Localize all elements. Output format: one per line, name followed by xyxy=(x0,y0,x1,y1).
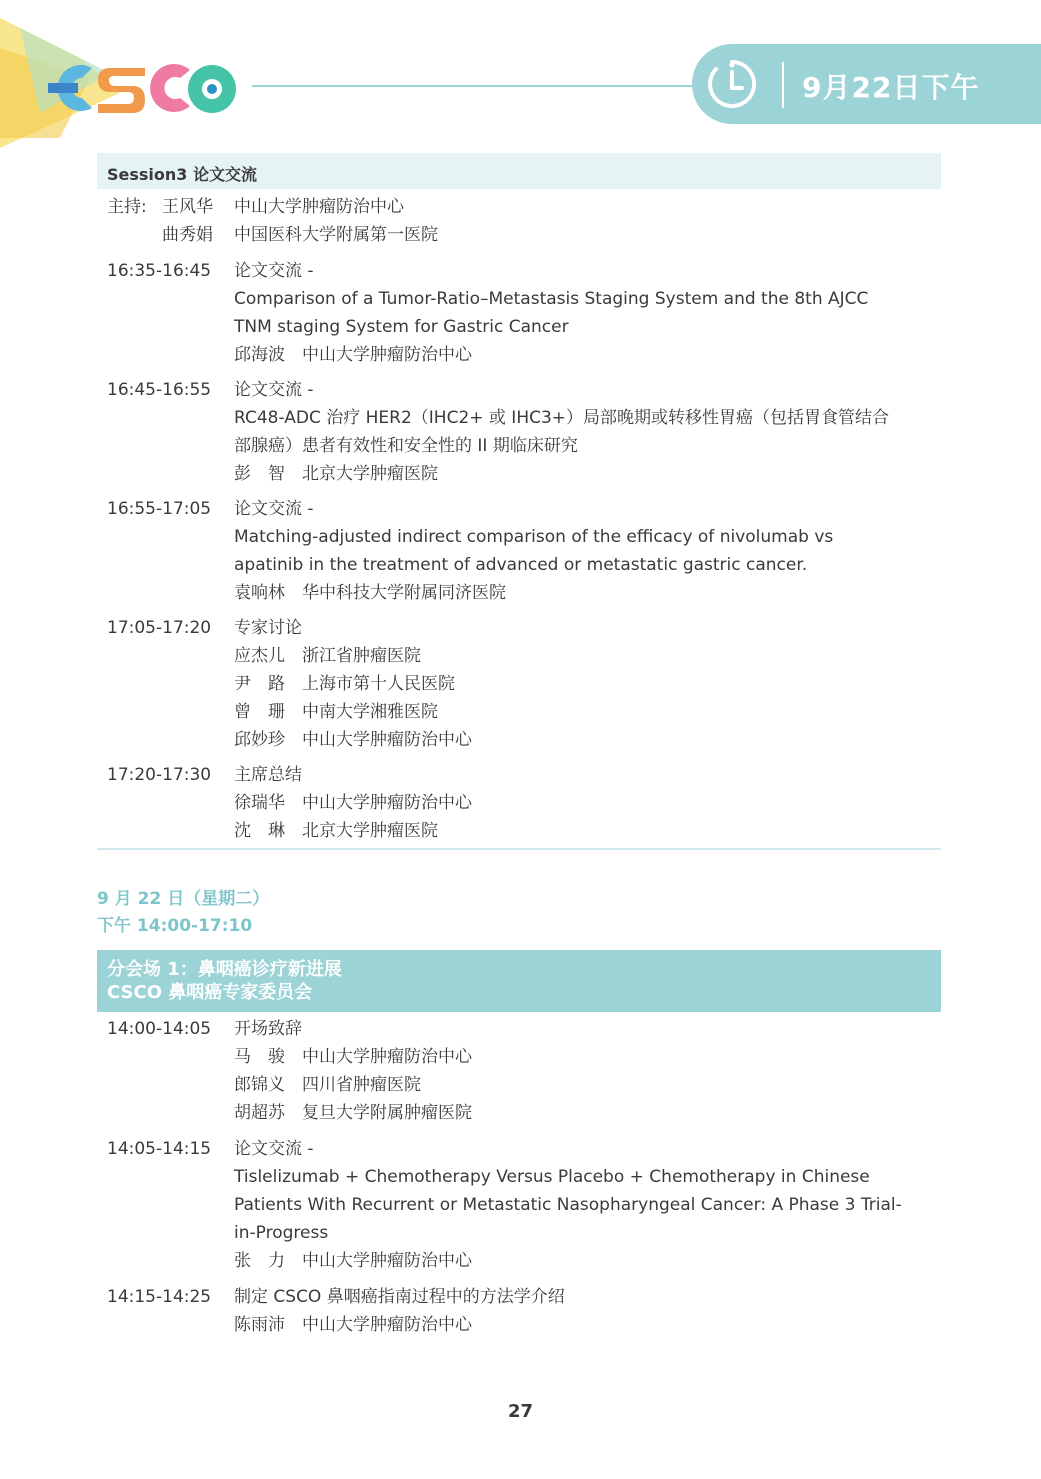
agenda-line: Comparison of a Tumor-Ratio–Metastasis Staging System and the 8th AJCC xyxy=(234,289,869,309)
speaker-line: 彭 智 北京大学肿瘤医院 xyxy=(234,464,438,484)
session-header xyxy=(97,153,941,189)
speaker-line: 马 骏 中山大学肿瘤防治中心 xyxy=(234,1047,472,1067)
speaker-line: 徐瑞华 中山大学肿瘤防治中心 xyxy=(234,793,472,813)
speaker-line: 曾 珊 中南大学湘雅医院 xyxy=(234,702,438,722)
agenda-line: 论文交流 - xyxy=(234,499,314,519)
speaker-line: 沈 琳 北京大学肿瘤医院 xyxy=(234,821,438,841)
date-tab xyxy=(692,44,1041,124)
moderator-name: 曲秀娟 xyxy=(162,225,213,245)
speaker-line: 陈雨沛 中山大学肿瘤防治中心 xyxy=(234,1315,472,1335)
agenda-time: 16:35-16:45 xyxy=(107,261,212,281)
speaker-line: 尹 路 上海市第十人民医院 xyxy=(234,674,455,694)
agenda-line: 论文交流 - xyxy=(234,1139,314,1159)
agenda-time: 17:05-17:20 xyxy=(107,618,212,638)
agenda-line: Patients With Recurrent or Metastatic Nasopharyngeal Cancer: A Phase 3 Trial- xyxy=(234,1195,902,1215)
agenda-time: 14:00-14:05 xyxy=(107,1019,212,1039)
agenda-line: Tislelizumab + Chemotherapy Versus Placebo + Chemotherapy in Chinese xyxy=(234,1167,870,1187)
agenda-line: apatinib in the treatment of advanced or metastatic gastric cancer. xyxy=(234,555,808,575)
day-date: 9 月 22 日（星期二） xyxy=(97,889,270,909)
agenda-time: 14:15-14:25 xyxy=(107,1287,212,1307)
agenda-line: Matching-adjusted indirect comparison of the efficacy of nivolumab vs xyxy=(234,527,834,547)
agenda-line: 专家讨论 xyxy=(234,618,302,638)
room-title: 分会场 1：鼻咽癌诊疗新进展 xyxy=(107,959,342,980)
agenda-line: 论文交流 - xyxy=(234,380,314,400)
moderator-affiliation: 中山大学肿瘤防治中心 xyxy=(234,197,404,217)
clock-icon xyxy=(706,58,758,110)
agenda-line: TNM staging System for Gastric Cancer xyxy=(234,317,569,337)
speaker-line: 邱海波 中山大学肿瘤防治中心 xyxy=(234,345,472,365)
room-header xyxy=(97,950,941,1012)
agenda-time: 17:20-17:30 xyxy=(107,765,212,785)
tab-divider xyxy=(782,62,784,108)
agenda-line: 开场致辞 xyxy=(234,1019,302,1039)
header-divider-line xyxy=(252,85,702,87)
speaker-line: 胡超苏 复旦大学附属肿瘤医院 xyxy=(234,1103,472,1123)
agenda-line: 制定 CSCO 鼻咽癌指南过程中的方法学介绍 xyxy=(234,1287,565,1307)
session-title: Session3 论文交流 xyxy=(107,165,257,184)
date-tab-label: 9月22日下午 xyxy=(802,71,980,104)
day-time-range: 下午 14:00-17:10 xyxy=(97,916,253,936)
csco-logo xyxy=(0,18,250,148)
moderator-name: 王风华 xyxy=(162,197,213,217)
speaker-line: 张 力 中山大学肿瘤防治中心 xyxy=(234,1251,472,1271)
speaker-line: 应杰儿 浙江省肿瘤医院 xyxy=(234,646,421,666)
agenda-line: RC48-ADC 治疗 HER2（IHC2+ 或 IHC3+）局部晚期或转移性胃癌（包括胃食管结合 xyxy=(234,408,890,428)
section-divider xyxy=(97,848,941,850)
agenda-line: 主席总结 xyxy=(234,765,302,785)
agenda-time: 16:55-17:05 xyxy=(107,499,212,519)
speaker-line: 袁响林 华中科技大学附属同济医院 xyxy=(234,583,506,603)
speaker-line: 郎锦义 四川省肿瘤医院 xyxy=(234,1075,421,1095)
agenda-line: 论文交流 - xyxy=(234,261,314,281)
speaker-line: 邱妙珍 中山大学肿瘤防治中心 xyxy=(234,730,472,750)
agenda-time: 16:45-16:55 xyxy=(107,380,212,400)
page-number: 27 xyxy=(507,1401,534,1422)
moderator-label: 主持: xyxy=(107,197,147,217)
agenda-line: 部腺癌）患者有效性和安全性的 II 期临床研究 xyxy=(234,436,578,456)
moderator-affiliation: 中国医科大学附属第一医院 xyxy=(234,225,438,245)
agenda-time: 14:05-14:15 xyxy=(107,1139,212,1159)
agenda-line: in-Progress xyxy=(234,1223,329,1243)
room-committee: CSCO 鼻咽癌专家委员会 xyxy=(107,982,313,1003)
